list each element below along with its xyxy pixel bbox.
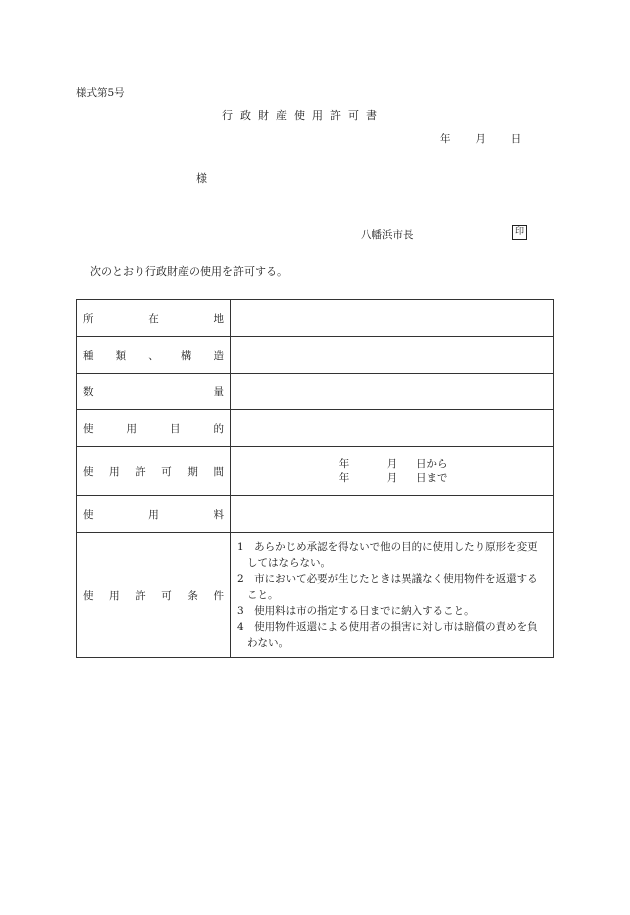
table-row [77, 496, 554, 533]
period-to-year: 年 [338, 472, 350, 484]
date-line [440, 131, 521, 146]
condition-item: 2 市において必要が生じたときは異議なく使用物件を返還すること。 [237, 573, 538, 601]
label-char: 用 [148, 508, 159, 521]
label-char: 使 [83, 589, 94, 602]
label-char: 件 [213, 589, 224, 602]
label-char: 条 [187, 589, 198, 602]
seal-mark: 印 [512, 225, 527, 240]
row-label-purpose [77, 410, 231, 447]
table-row [77, 337, 554, 374]
label-char: 、 [148, 349, 159, 362]
row-label-quantity [77, 374, 231, 410]
row-label-text [83, 507, 224, 522]
row-label-text [83, 348, 224, 363]
row-value-purpose [231, 410, 554, 447]
label-char: 許 [135, 465, 146, 478]
label-char: 的 [213, 422, 224, 435]
label-char: 在 [148, 312, 159, 325]
label-char: 可 [161, 589, 172, 602]
row-label-type-structure [77, 337, 231, 374]
label-char: 数 [83, 386, 94, 398]
label-char: 使 [83, 422, 94, 435]
label-char: 料 [213, 508, 224, 521]
label-char: 目 [170, 422, 181, 435]
table-row [77, 447, 554, 496]
row-label-text [83, 311, 224, 326]
label-char: 量 [213, 386, 224, 398]
intro-text: 次のとおり行政財産の使用を許可する。 [90, 265, 288, 278]
row-value-fee [231, 496, 554, 533]
period-from-year: 年 [338, 458, 350, 470]
row-label-conditions [77, 533, 231, 658]
row-label-fee [77, 496, 231, 533]
row-label-text [83, 384, 224, 399]
row-value-conditions [231, 533, 554, 658]
row-label-text [83, 421, 224, 436]
row-label-text [83, 588, 224, 603]
date-year: 年 [440, 133, 451, 145]
condition-item: 3 使用料は市の指定する日までに納入すること。 [237, 605, 475, 617]
permit-table [76, 299, 554, 658]
condition-item: 4 使用物件返還による使用者の損害に対し市は賠償の責めを負わない。 [237, 621, 538, 649]
label-char: 用 [109, 589, 120, 602]
label-char: 許 [135, 589, 146, 602]
label-char: 使 [83, 465, 94, 478]
label-char: 期 [187, 465, 198, 478]
label-char: 構 [180, 349, 192, 362]
row-label-period [77, 447, 231, 496]
issuer-name: 八幡浜市長 [361, 229, 414, 241]
period-to-month: 月 [386, 472, 398, 484]
period-from [231, 457, 553, 471]
label-char: 種 [83, 349, 94, 362]
period-to-day: 日まで [416, 472, 448, 484]
row-value-quantity [231, 374, 554, 410]
form-number: 様式第5号 [76, 87, 125, 99]
table-row [77, 300, 554, 337]
row-value-type-structure [231, 337, 554, 374]
document-title: 行政財産使用許可書 [222, 109, 384, 122]
table-row [77, 410, 554, 447]
label-char: 使 [83, 508, 94, 521]
period-from-day: 日から [416, 458, 448, 470]
table-row [77, 374, 554, 410]
row-value-period [231, 447, 554, 496]
label-char: 所 [83, 312, 94, 325]
label-char: 用 [109, 465, 120, 478]
date-month: 月 [475, 133, 486, 145]
recipient-suffix: 様 [196, 172, 207, 185]
period-to [231, 471, 553, 485]
label-char: 間 [213, 465, 224, 478]
label-char: 可 [161, 465, 172, 478]
label-char: 用 [126, 422, 137, 435]
label-char: 地 [213, 312, 224, 325]
condition-item: 1 あらかじめ承認を得ないで他の目的に使用したり原形を変更してはならない。 [237, 541, 538, 569]
date-day: 日 [510, 133, 522, 145]
label-char: 類 [115, 349, 127, 362]
row-value-location [231, 300, 554, 337]
table-row [77, 533, 554, 658]
row-label-location [77, 300, 231, 337]
period-from-month: 月 [386, 458, 398, 470]
row-label-text [83, 464, 224, 479]
label-char: 造 [213, 349, 224, 362]
